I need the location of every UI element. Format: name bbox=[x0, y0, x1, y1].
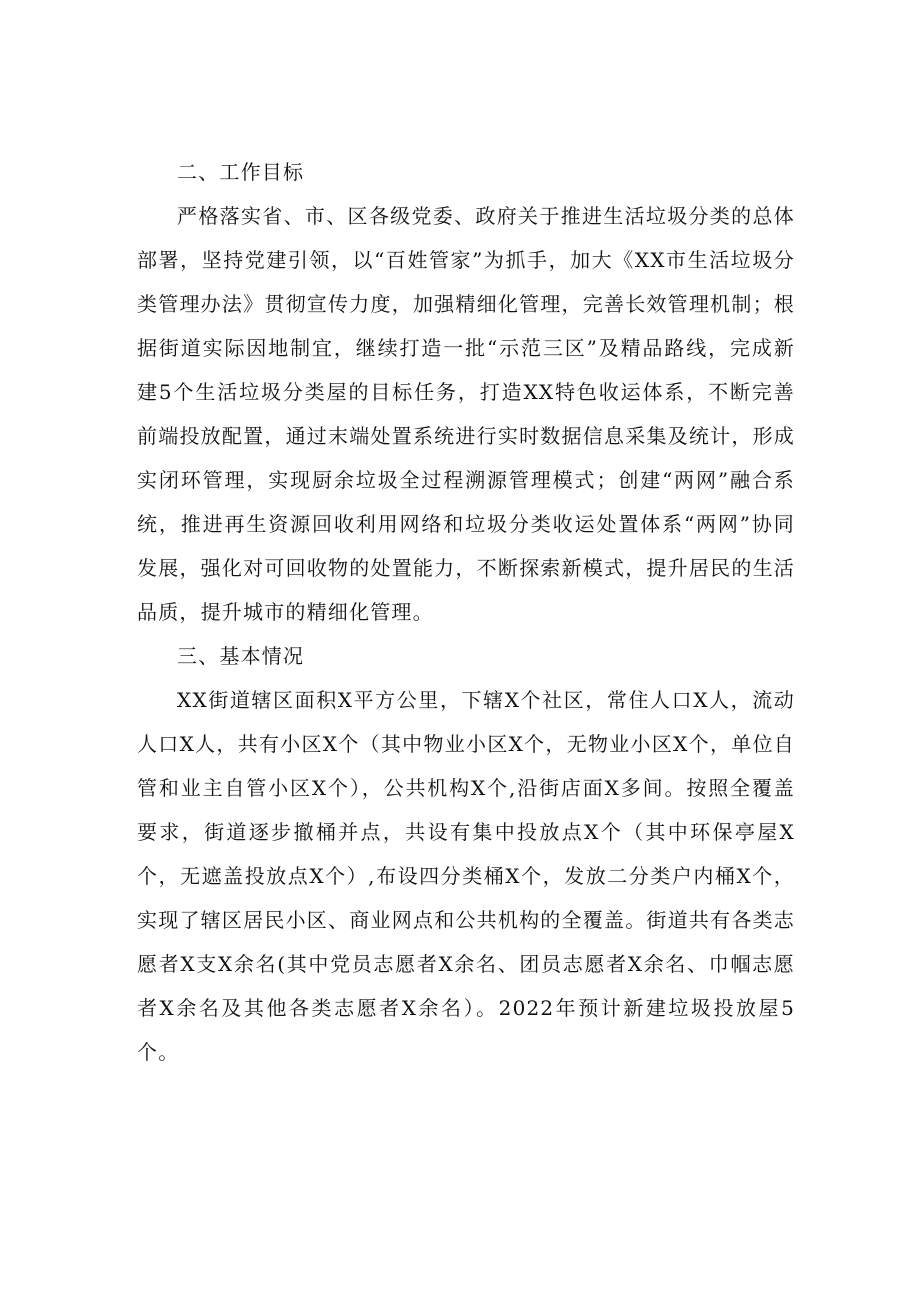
section-three-paragraph: XX街道辖区面积X平方公里，下辖X个社区，常住人口X人，流动人口X人，共有小区X个（其中物业小区X个，无物业小区X个，单位自管和业主自管小区X个），公共机构X个,沿街店面X多间。按照全覆盖要求，街道逐步撤桶并点，共设有集中投放点X个（其中环保亭屋X个，无遮盖投放点X个）,布设四分类桶X个，发放二分类户内桶X个，实现了辖区居民小区、商业网点和公共机构的全覆盖。街道共有各类志愿者X支X余名(其中党员志愿者X余名、团员志愿者X余名、巾帼志愿者X余名及其他各类志愿者X余名）。2022年预计新建垃圾投放屋5个。 bbox=[137, 688, 795, 1064]
section-two-heading: 二、工作目标 bbox=[177, 160, 305, 184]
document-body bbox=[137, 150, 795, 1074]
section-three-heading: 三、基本情况 bbox=[177, 644, 305, 668]
section-two-paragraph: 严格落实省、市、区各级党委、政府关于推进生活垃圾分类的总体部署，坚持党建引领，以“百姓管家”为抓手，加大《XX市生活垃圾分类管理办法》贯彻宣传力度，加强精细化管理，完善长效管理机制；根据街道实际因地制宜，继续打造一批“示范三区”及精品路线，完成新建5个生活垃圾分类屋的目标任务，打造XX特色收运体系，不断完善前端投放配置，通过末端处置系统进行实时数据信息采集及统计，形成实闭环管理，实现厨余垃圾全过程溯源管理模式；创建“两网”融合系统，推进再生资源回收利用网络和垃圾分类收运处置体系“两网”协同发展，强化对可回收物的处置能力，不断探索新模式，提升居民的生活品质，提升城市的精细化管理。 bbox=[137, 204, 795, 624]
